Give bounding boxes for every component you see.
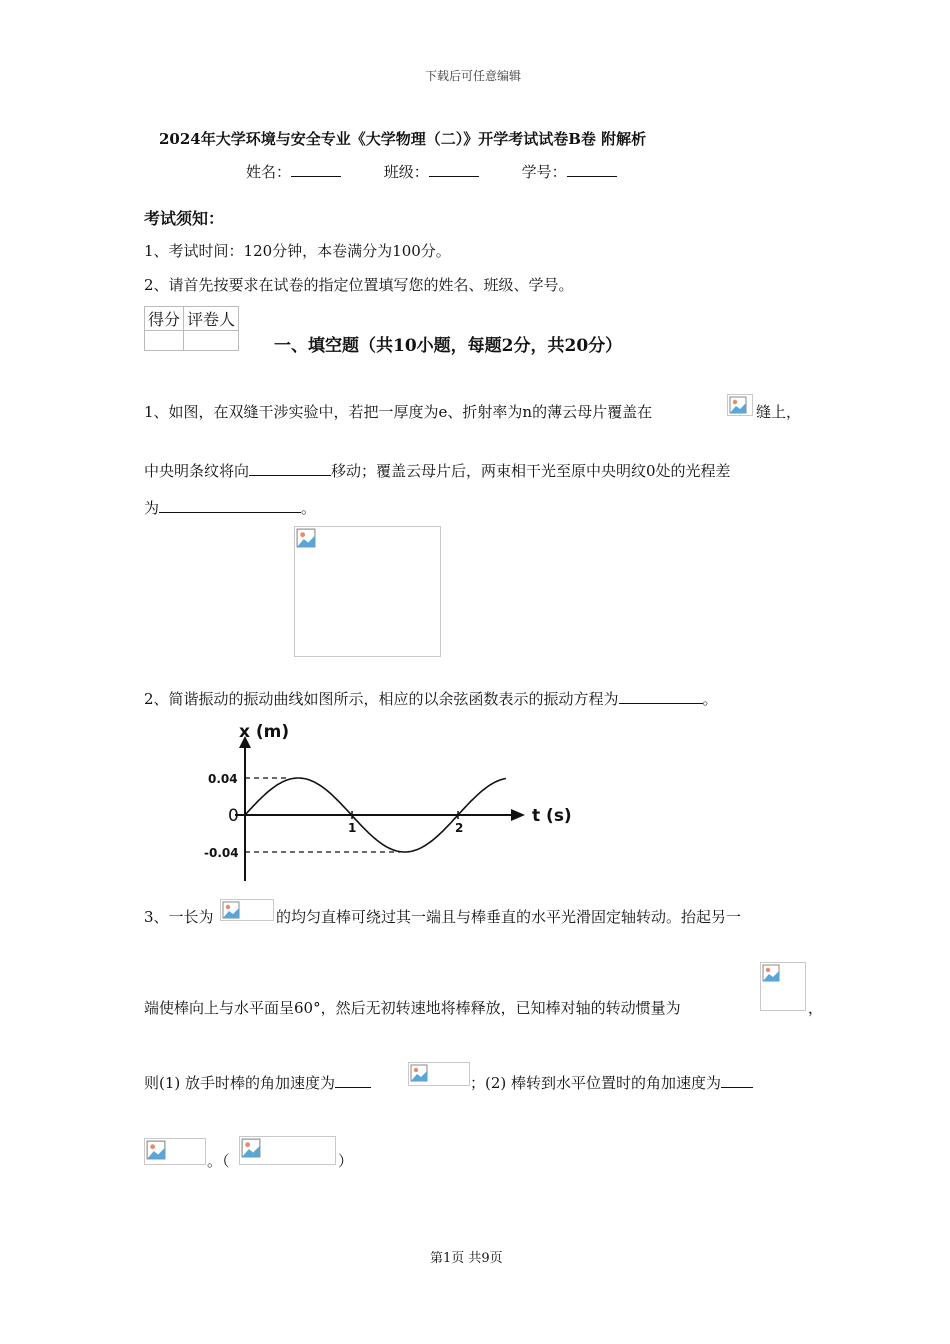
- q3-line1a: 3、一长为: [144, 908, 214, 926]
- student-info-line: [246, 161, 617, 182]
- q1-line1: [144, 401, 652, 422]
- header-note: 下载后可任意编辑: [425, 69, 522, 83]
- notice-item: 1、考试时间：120分钟，本卷满分为100分。: [144, 242, 451, 260]
- q3-line3a: [144, 1072, 371, 1093]
- score-col-label: 得分: [145, 307, 184, 331]
- q3-line2: 端使棒向上与水平面呈60°，然后无初转速地将棒释放，已知棒对轴的转动惯量为: [144, 999, 681, 1017]
- broken-image-answer-3: [239, 1136, 336, 1165]
- broken-image-answer-2: [144, 1138, 206, 1165]
- broken-image-inertia: [760, 962, 806, 1011]
- broken-image-length: [220, 899, 274, 921]
- q1-text: 1、如图，在双缝干涉实验中，若把一厚度为e、折射率为n的薄云母片覆盖在: [144, 403, 653, 421]
- q1-line2: [144, 460, 731, 481]
- q3-line4-end: ）: [338, 1152, 354, 1170]
- q2-text: 。: [702, 690, 718, 708]
- notice-item: 2、请首先按要求在试卷的指定位置填写您的姓名、班级、学号。: [144, 276, 574, 294]
- broken-image-answer-1: [408, 1062, 470, 1086]
- y-tick-neg-label: -0.04: [204, 846, 239, 860]
- q2-blank-equation[interactable]: [619, 689, 703, 704]
- q3-line3b: [470, 1072, 753, 1093]
- notice-heading: 考试须知：: [144, 209, 225, 228]
- q3-text: 则(1) 放手时棒的角加速度为: [144, 1074, 336, 1092]
- q1-text: 为: [144, 499, 160, 517]
- q3-line4a: 。（: [207, 1152, 230, 1170]
- grader-cell[interactable]: [184, 331, 239, 351]
- q1-text: 移动；覆盖云母片后，两束相干光至原中央明纹0处的光程差: [331, 462, 731, 480]
- page-title: 2024年大学环境与安全专业《大学物理（二）》开学考试试卷B卷 附解析: [159, 130, 647, 148]
- broken-image-icon: [727, 394, 753, 416]
- q1-blank-path-diff[interactable]: [159, 498, 301, 513]
- name-label: 姓名：: [246, 163, 292, 181]
- grader-col-label: 评卷人: [184, 307, 239, 331]
- q1-text: 。: [301, 499, 317, 517]
- q2-text: 2、简谐振动的振动曲线如图所示，相应的以余弦函数表示的振动方程为: [144, 690, 619, 708]
- broken-image-figure: [294, 526, 441, 657]
- class-label: 班级：: [383, 163, 429, 181]
- id-field[interactable]: [567, 162, 617, 177]
- y-axis-label: x (m): [239, 722, 290, 742]
- score-table: [144, 306, 239, 351]
- x-axis-arrow: [511, 809, 525, 821]
- q3-line2-end: ，: [808, 999, 824, 1017]
- x-tick-2-label: 2: [455, 821, 464, 835]
- class-field[interactable]: [429, 162, 479, 177]
- origin-label: 0: [228, 806, 239, 826]
- q3-blank-accel-2[interactable]: [721, 1073, 753, 1088]
- q3-text: ；(2) 棒转到水平位置时的角加速度为: [470, 1074, 722, 1092]
- page-number: 第1页 共9页: [430, 1251, 503, 1266]
- q3-blank-accel-1[interactable]: [335, 1073, 371, 1088]
- name-field[interactable]: [291, 162, 341, 177]
- id-label: 学号：: [521, 163, 567, 181]
- q2-line: [144, 688, 718, 709]
- q1-line3: [144, 497, 316, 518]
- q1-text: 中央明条纹将向: [144, 462, 250, 480]
- x-tick-1-label: 1: [348, 821, 357, 835]
- x-axis-label: t (s): [532, 806, 572, 826]
- q1-blank-direction[interactable]: [249, 461, 331, 476]
- y-tick-pos-label: 0.04: [208, 772, 238, 786]
- q3-line1b: 的均匀直棒可绕过其一端且与棒垂直的水平光滑固定轴转动。抬起另一: [276, 908, 742, 926]
- q1-line1-end: 缝上，: [756, 403, 802, 421]
- section-heading: 一、填空题（共10小题，每题2分，共20分）: [274, 336, 623, 356]
- score-cell[interactable]: [145, 331, 184, 351]
- oscillation-graph: [195, 718, 595, 888]
